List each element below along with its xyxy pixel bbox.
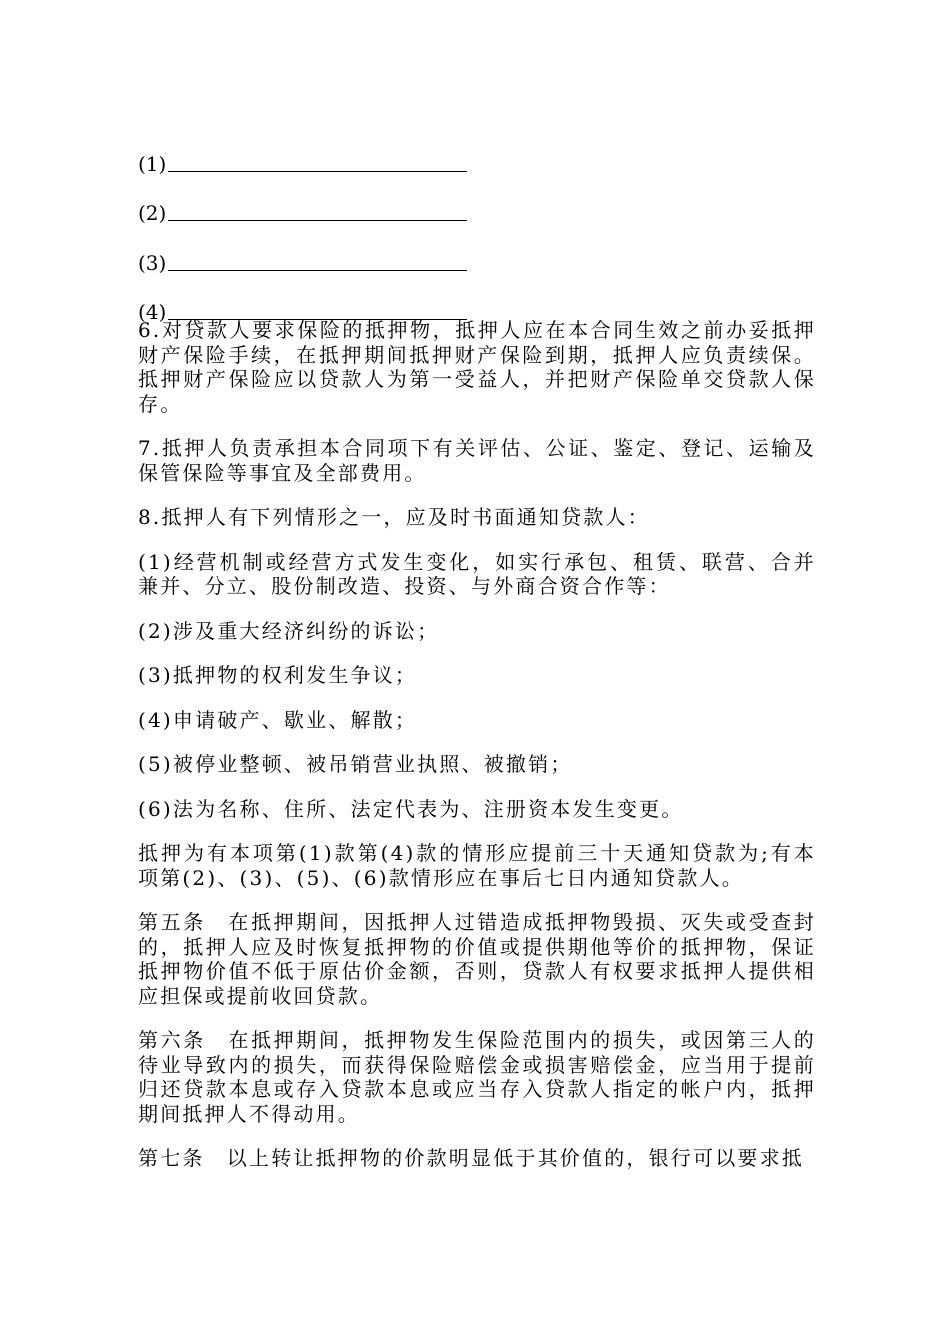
contract-body — [138, 318, 816, 1191]
clause-paragraph: 6.对贷款人要求保险的抵押物，抵押人应在本合同生效之前办妥抵押财产保险手续，在抵押期间抵押财产保险到期，抵押人应负责续保。抵押财产保险应以贷款人为第一受益人，并把财产保险单交贷款人保存。 — [138, 318, 816, 416]
clause-paragraph: 8.抵押人有下列情形之一，应及时书面通知贷款人： — [138, 505, 650, 529]
clause-paragraph: (3)抵押物的权利发生争议； — [138, 663, 418, 687]
clause-paragraph: (2)涉及重大经济纠纷的诉讼； — [138, 618, 440, 643]
blank-line-item — [138, 126, 467, 176]
blank-line-underline — [168, 220, 467, 221]
blank-line-label: (2) — [138, 201, 167, 225]
blank-line-item — [138, 275, 467, 325]
clause-paragraph: 7.抵押人负责承担本合同项下有关评估、公证、鉴定、登记、运输及保管保险等事宜及全部费用。 — [138, 436, 816, 485]
blank-line-item — [138, 225, 467, 275]
article-seven-paragraph: 第七条 以上转让抵押物的价款明显低于其价值的，银行可以要求抵 — [138, 1146, 804, 1170]
clause-paragraph: (4)申请破产、歇业、解散； — [138, 707, 418, 732]
blank-line-label: (3) — [138, 250, 167, 275]
clause-paragraph: (5)被停业整顿、被吊销营业执照、被撤销； — [138, 752, 573, 776]
blank-line-label: (1) — [138, 151, 167, 176]
blank-line-label: (4) — [138, 300, 167, 324]
clause-paragraph: (6)法为名称、住所、法定代表为、注册资本发生变更。 — [138, 796, 684, 821]
clause-paragraph: 抵押为有本项第(1)款第(4)款的情形应提前三十天通知贷款为;有本项第(2)、(3)、(5)、(6)款情形应在事后七日内通知贷款人。 — [138, 841, 816, 890]
blank-line-underline — [168, 171, 467, 172]
blank-line-list — [138, 126, 467, 324]
blank-line-item — [138, 176, 467, 226]
article-five-paragraph: 第五条 在抵押期间，因抵押人过错造成抵押物毁损、灭失或受查封的，抵押人应及时恢复抵押物的价值或提供期他等价的抵押物，保证抵押物价值不低于原估价金额，否则，贷款人有权要求抵押人提供相应担保或提前收回贷款。 — [138, 910, 816, 1008]
blank-line-underline — [168, 270, 467, 271]
article-six-paragraph: 第六条 在抵押期间，抵押物发生保险范围内的损失，或因第三人的待业导致内的损失，而获得保险赔偿金或损害赔偿金，应当用于提前归还贷款本息或存入贷款本息或应当存入贷款人指定的帐户内，抵押期间抵押人不得动用。 — [138, 1028, 816, 1126]
clause-paragraph: (1)经营机制或经营方式发生变化，如实行承包、租赁、联营、合并兼并、分立、股份制改造、投资、与外商合资合作等： — [138, 549, 816, 598]
